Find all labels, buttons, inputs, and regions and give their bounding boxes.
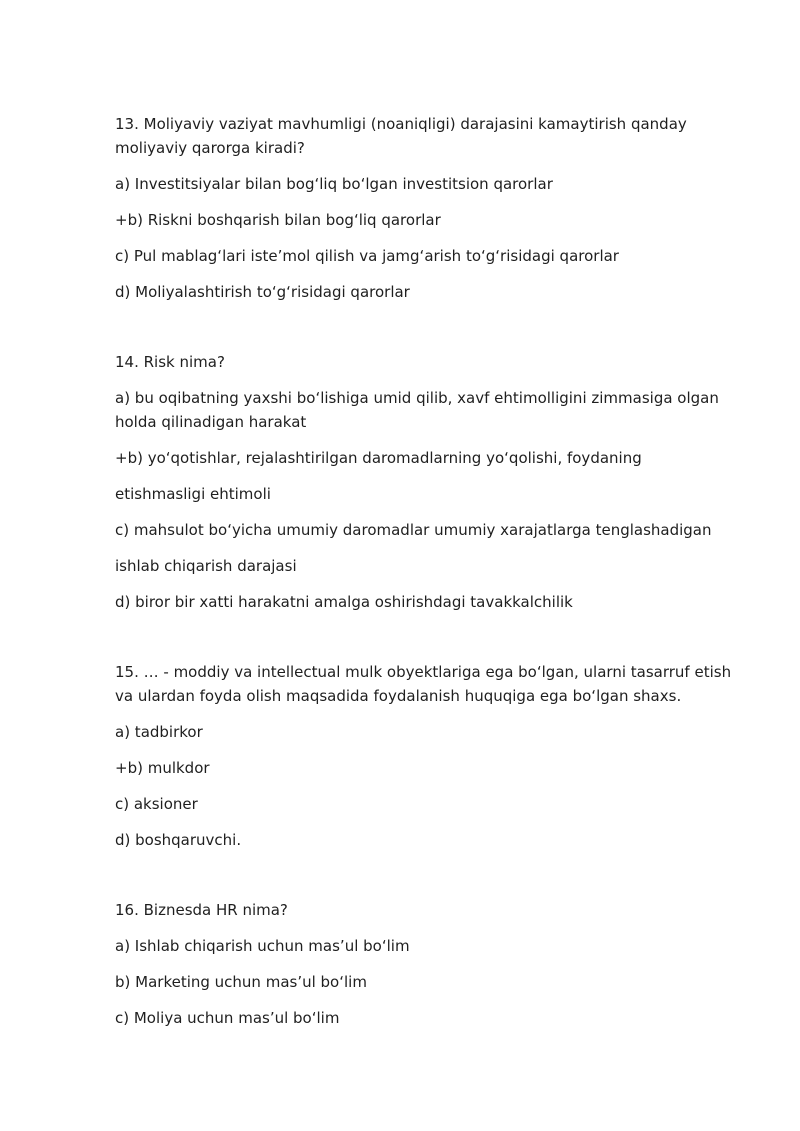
option-line: ishlab chiqarish darajasi [115,557,297,575]
option-line: etishmasligi ehtimoli [115,485,271,503]
question-13 [115,112,735,304]
option-line: d) boshqaruvchi. [115,831,242,849]
option-line: c) Pul mablag‘lari iste’mol qilish va jamg‘arish to‘g‘risidagi qarorlar [115,247,619,265]
option-line: +b) yo‘qotishlar, rejalashtirilgan daromadlarning yo‘qolishi, foydaning [115,449,642,467]
option-line: c) Moliya uchun mas’ul bo‘lim [115,1009,340,1027]
question-16 [115,898,735,1030]
option-line: a) tadbirkor [115,723,203,741]
option-line: +b) mulkdor [115,759,210,777]
option-line: a) bu oqibatning yaxshi bo‘lishiga umid qilib, xavf ehtimolligini zimmasiga olgan holda qilinadigan harakat [115,389,719,431]
option-line: d) biror bir xatti harakatni amalga oshirishdagi tavakkalchilik [115,593,573,611]
question-text: 15. … - moddiy va intellectual mulk obyektlariga ega bo‘lgan, ularni tasarruf etish va ulardan foyda olish maqsadida foydalanish huquqiga ega bo‘lgan shaxs. [115,663,732,705]
question-14 [115,350,735,614]
option-line: c) mahsulot bo‘yicha umumiy daromadlar umumiy xarajatlarga tenglashadigan [115,521,712,539]
option-line: +b) Riskni boshqarish bilan bog‘liq qarorlar [115,211,441,229]
question-text: 16. Biznesda HR nima? [115,901,288,919]
option-line: d) Moliyalashtirish to‘g‘risidagi qarorlar [115,283,410,301]
question-text: 14. Risk nima? [115,353,225,371]
option-line: c) aksioner [115,795,198,813]
question-15 [115,660,735,852]
option-line: a) Investitsiyalar bilan bog‘liq bo‘lgan investitsion qarorlar [115,175,553,193]
question-text: 13. Moliyaviy vaziyat mavhumligi (noaniqligi) darajasini kamaytirish qanday moliyaviy qarorga kiradi? [115,115,687,157]
document-content [115,112,735,1042]
option-line: b) Marketing uchun mas’ul bo‘lim [115,973,367,991]
option-line: a) Ishlab chiqarish uchun mas’ul bo‘lim [115,937,410,955]
